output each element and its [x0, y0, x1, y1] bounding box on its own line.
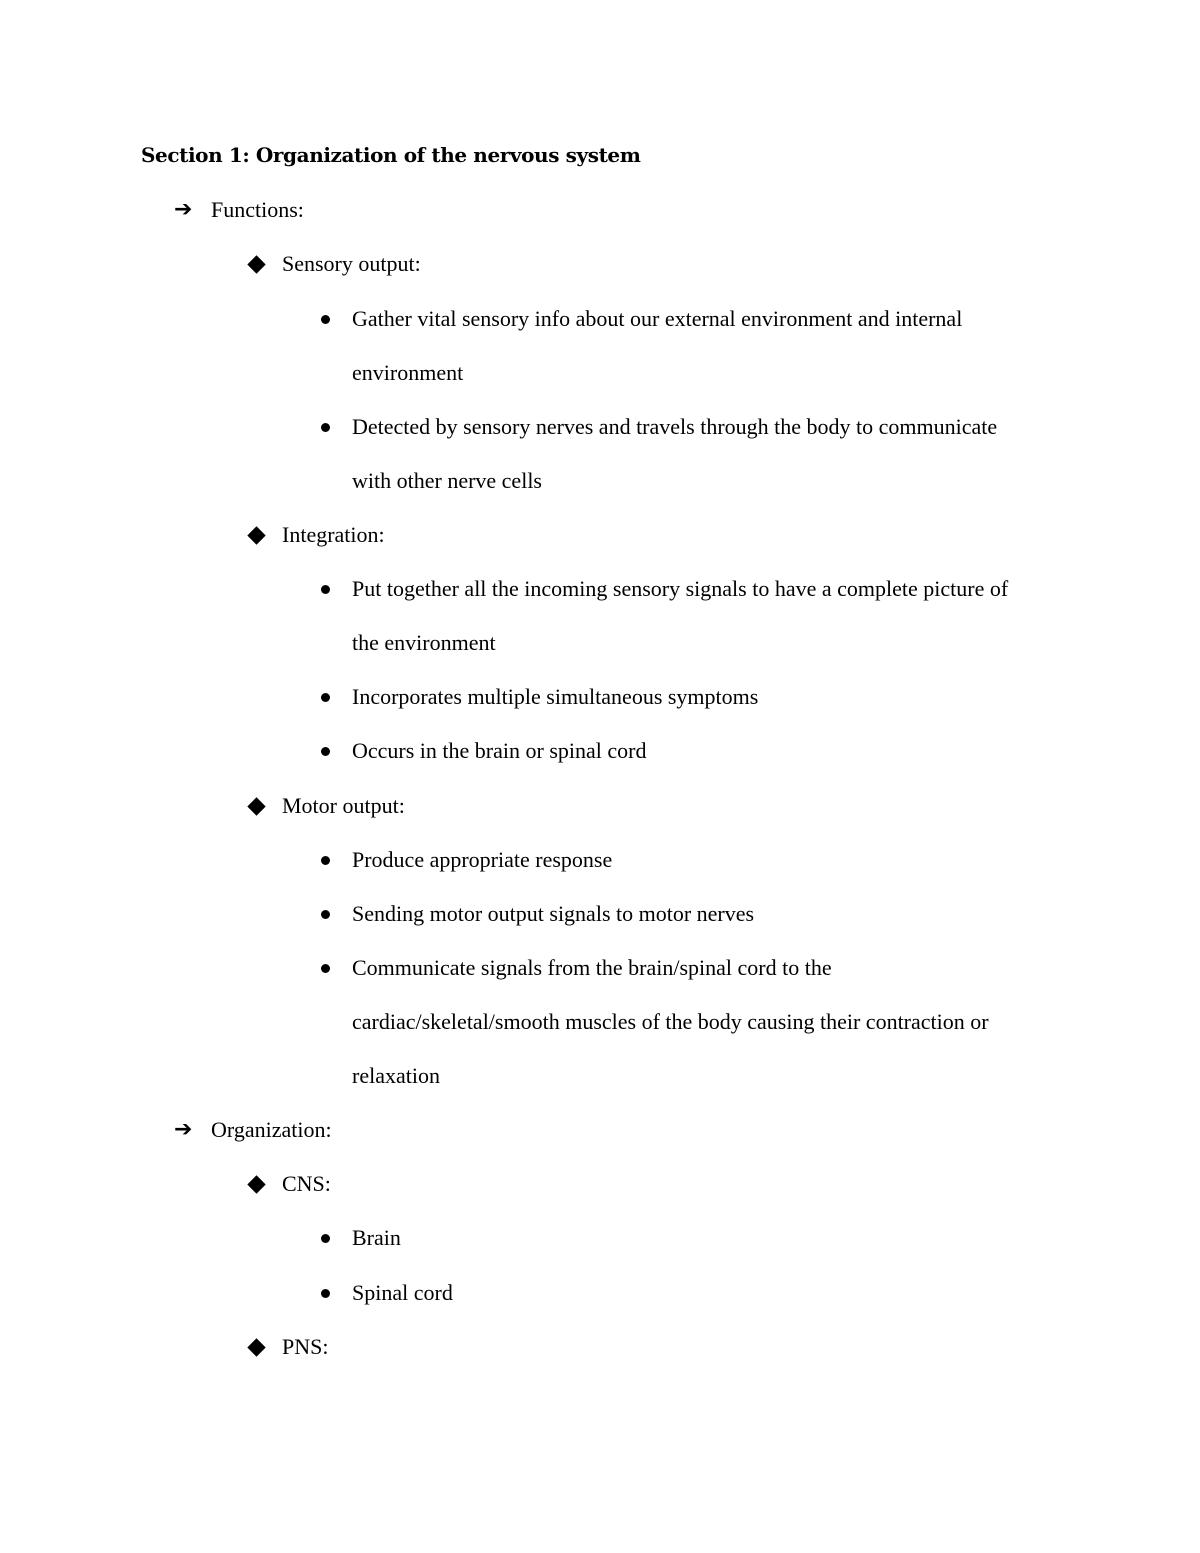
- list-item-continuation: with other nerve cells: [352, 468, 542, 493]
- dot-bullet-icon: [321, 910, 330, 919]
- functions-label: Functions:: [211, 197, 304, 222]
- list-item-continuation: the environment: [352, 630, 496, 655]
- dot-bullet-icon: [321, 585, 330, 594]
- diamond-bullet-icon: [247, 255, 265, 273]
- sensory-output-label: Sensory output:: [282, 251, 421, 276]
- diamond-bullet-icon: [247, 1175, 265, 1193]
- diamond-bullet-icon: [247, 526, 265, 544]
- list-item-continuation: relaxation: [352, 1063, 440, 1088]
- dot-bullet-icon: [321, 1234, 330, 1243]
- diamond-bullet-icon: [247, 797, 265, 815]
- list-item: Incorporates multiple simultaneous symptoms: [352, 684, 759, 709]
- list-item: Occurs in the brain or spinal cord: [352, 738, 647, 763]
- arrow-bullet-icon: ➔: [174, 197, 193, 222]
- dot-bullet-icon: [321, 693, 330, 702]
- list-item: Communicate signals from the brain/spinal cord to the: [352, 955, 832, 980]
- list-item: Sending motor output signals to motor nerves: [352, 901, 755, 926]
- integration-label: Integration:: [282, 522, 385, 547]
- list-item: Brain: [352, 1225, 401, 1250]
- dot-bullet-icon: [321, 1289, 330, 1298]
- list-item: Put together all the incoming sensory signals to have a complete picture of: [352, 576, 1009, 601]
- list-item: Gather vital sensory info about our external environment and internal: [352, 306, 963, 331]
- arrow-bullet-icon: ➔: [174, 1117, 193, 1142]
- list-item: Detected by sensory nerves and travels through the body to communicate: [352, 414, 998, 439]
- list-item: Spinal cord: [352, 1280, 453, 1305]
- dot-bullet-icon: [321, 856, 330, 865]
- pns-label: PNS:: [282, 1334, 329, 1359]
- cns-label: CNS:: [282, 1171, 331, 1196]
- list-item-continuation: cardiac/skeletal/smooth muscles of the body causing their contraction or: [352, 1009, 989, 1034]
- dot-bullet-icon: [321, 315, 330, 324]
- dot-bullet-icon: [321, 423, 330, 432]
- list-item: Produce appropriate response: [352, 847, 613, 872]
- diamond-bullet-icon: [247, 1338, 265, 1356]
- organization-label: Organization:: [211, 1117, 332, 1142]
- dot-bullet-icon: [321, 964, 330, 973]
- list-item-continuation: environment: [352, 360, 464, 385]
- motor-output-label: Motor output:: [282, 793, 405, 818]
- section-heading: Section 1: Organization of the nervous system: [141, 143, 641, 167]
- dot-bullet-icon: [321, 747, 330, 756]
